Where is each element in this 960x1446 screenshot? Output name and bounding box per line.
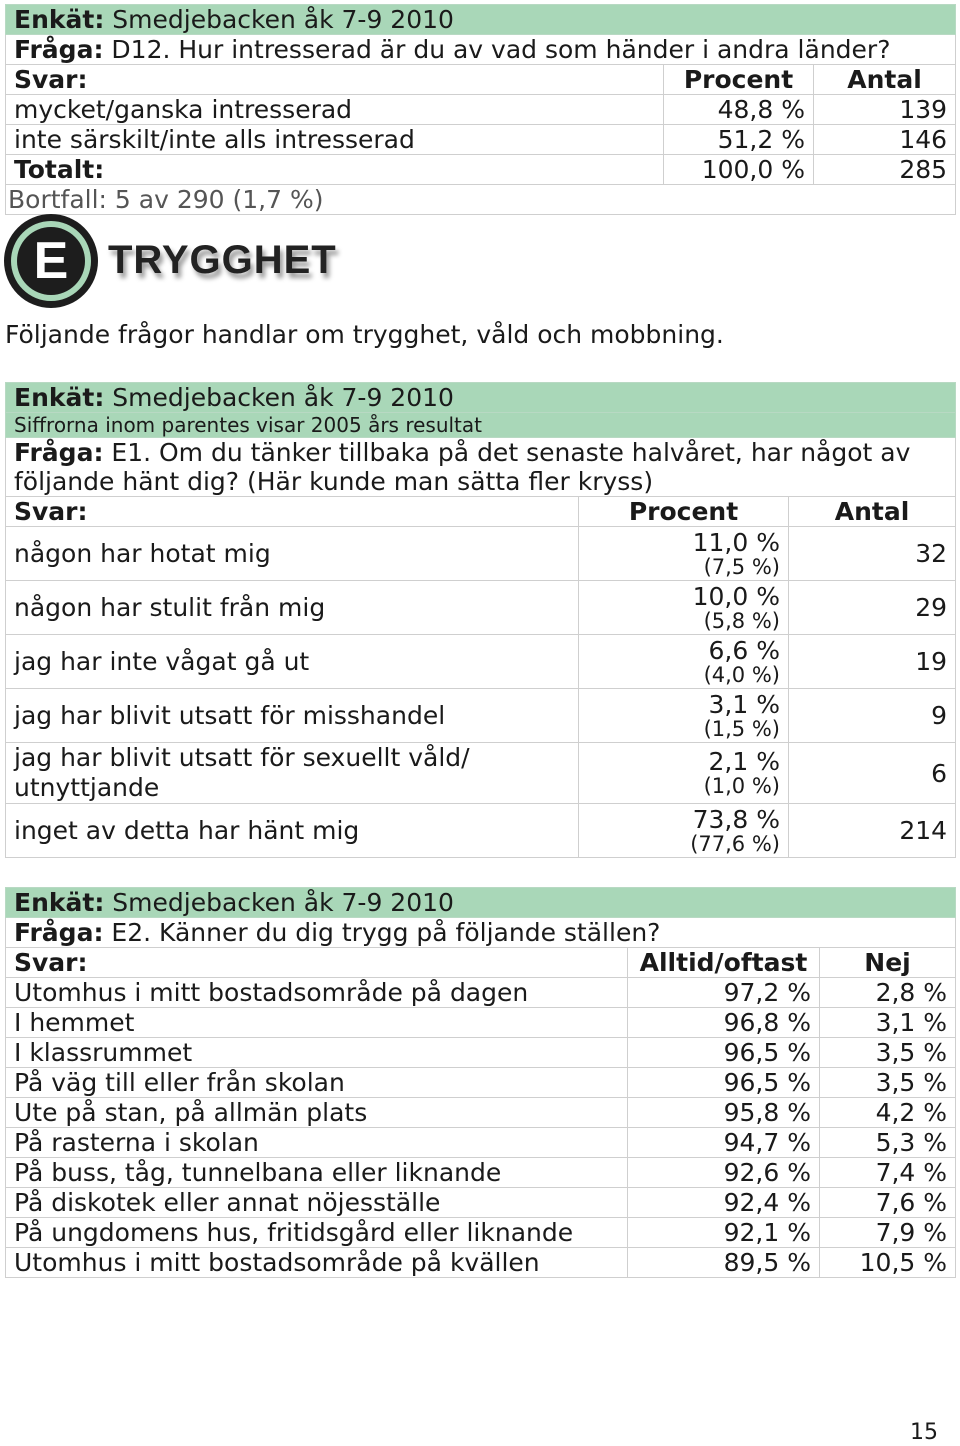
table-row: I klassrummet 96,5 % 3,5 %	[6, 1038, 956, 1068]
table-row: jag har blivit utsatt för sexuellt våld/ utnyttjande 2,1 % (1,0 %) 6	[6, 743, 956, 804]
table-row: jag har blivit utsatt för misshandel 3,1 % (1,5 %) 9	[6, 689, 956, 743]
col-count: Antal	[789, 497, 956, 527]
section-emblem-icon	[4, 214, 98, 308]
col-count: Antal	[814, 65, 956, 95]
answer-header: Svar:	[6, 65, 664, 95]
table-row: Utomhus i mitt bostadsområde på dagen 97,2 % 2,8 %	[6, 978, 956, 1008]
survey-table-e1	[5, 382, 955, 858]
col-no: Nej	[820, 948, 956, 978]
section-intro: Följande frågor handlar om trygghet, våld och mobbning.	[5, 320, 724, 349]
question-cont: följande hänt dig? (Här kunde man sätta fler kryss)	[6, 467, 956, 497]
survey-header: Enkät: Smedjebacken åk 7-9 2010	[6, 5, 956, 35]
table-row: På ungdomens hus, fritidsgård eller liknande 92,1 % 7,9 %	[6, 1218, 956, 1248]
question: Fråga: E2. Känner du dig trygg på följande ställen?	[6, 918, 956, 948]
table-row: jag har inte vågat gå ut 6,6 % (4,0 %) 19	[6, 635, 956, 689]
survey-table-e2	[5, 887, 955, 1278]
total-row: Totalt: 100,0 % 285	[6, 155, 956, 185]
survey-header: Enkät: Smedjebacken åk 7-9 2010	[6, 888, 956, 918]
dropout-note: Bortfall: 5 av 290 (1,7 %)	[6, 185, 956, 215]
table-row: På rasterna i skolan 94,7 % 5,3 %	[6, 1128, 956, 1158]
table-row: mycket/ganska intresserad 48,8 % 139	[6, 95, 956, 125]
table-row: någon har stulit från mig 10,0 % (5,8 %) 29	[6, 581, 956, 635]
table-row: På buss, tåg, tunnelbana eller liknande 92,6 % 7,4 %	[6, 1158, 956, 1188]
section-letter: E	[17, 227, 85, 295]
table-row: inte särskilt/inte alls intresserad 51,2 % 146	[6, 125, 956, 155]
question: Fråga: D12. Hur intresserad är du av vad som händer i andra länder?	[6, 35, 956, 65]
survey-table-d12	[5, 4, 955, 215]
table-row: På väg till eller från skolan 96,5 % 3,5 %	[6, 1068, 956, 1098]
answer-header: Svar:	[6, 497, 579, 527]
question: Fråga: E1. Om du tänker tillbaka på det senaste halvåret, har något av	[6, 438, 956, 468]
col-percent: Procent	[664, 65, 814, 95]
table-row: Utomhus i mitt bostadsområde på kvällen 89,5 % 10,5 %	[6, 1248, 956, 1278]
table-row: På diskotek eller annat nöjesställe 92,4 % 7,6 %	[6, 1188, 956, 1218]
table-row: inget av detta har hänt mig 73,8 % (77,6 %) 214	[6, 804, 956, 858]
table-row: I hemmet 96,8 % 3,1 %	[6, 1008, 956, 1038]
answer-header: Svar:	[6, 948, 628, 978]
section-title: TRYGGHET	[108, 238, 337, 282]
page-number: 15	[910, 1420, 938, 1445]
table-row: någon har hotat mig 11,0 % (7,5 %) 32	[6, 527, 956, 581]
col-always: Alltid/oftast	[628, 948, 820, 978]
col-percent: Procent	[579, 497, 789, 527]
survey-note: Siffrorna inom parentes visar 2005 års resultat	[6, 413, 956, 438]
survey-header: Enkät: Smedjebacken åk 7-9 2010	[6, 383, 956, 413]
table-row: Ute på stan, på allmän plats 95,8 % 4,2 %	[6, 1098, 956, 1128]
